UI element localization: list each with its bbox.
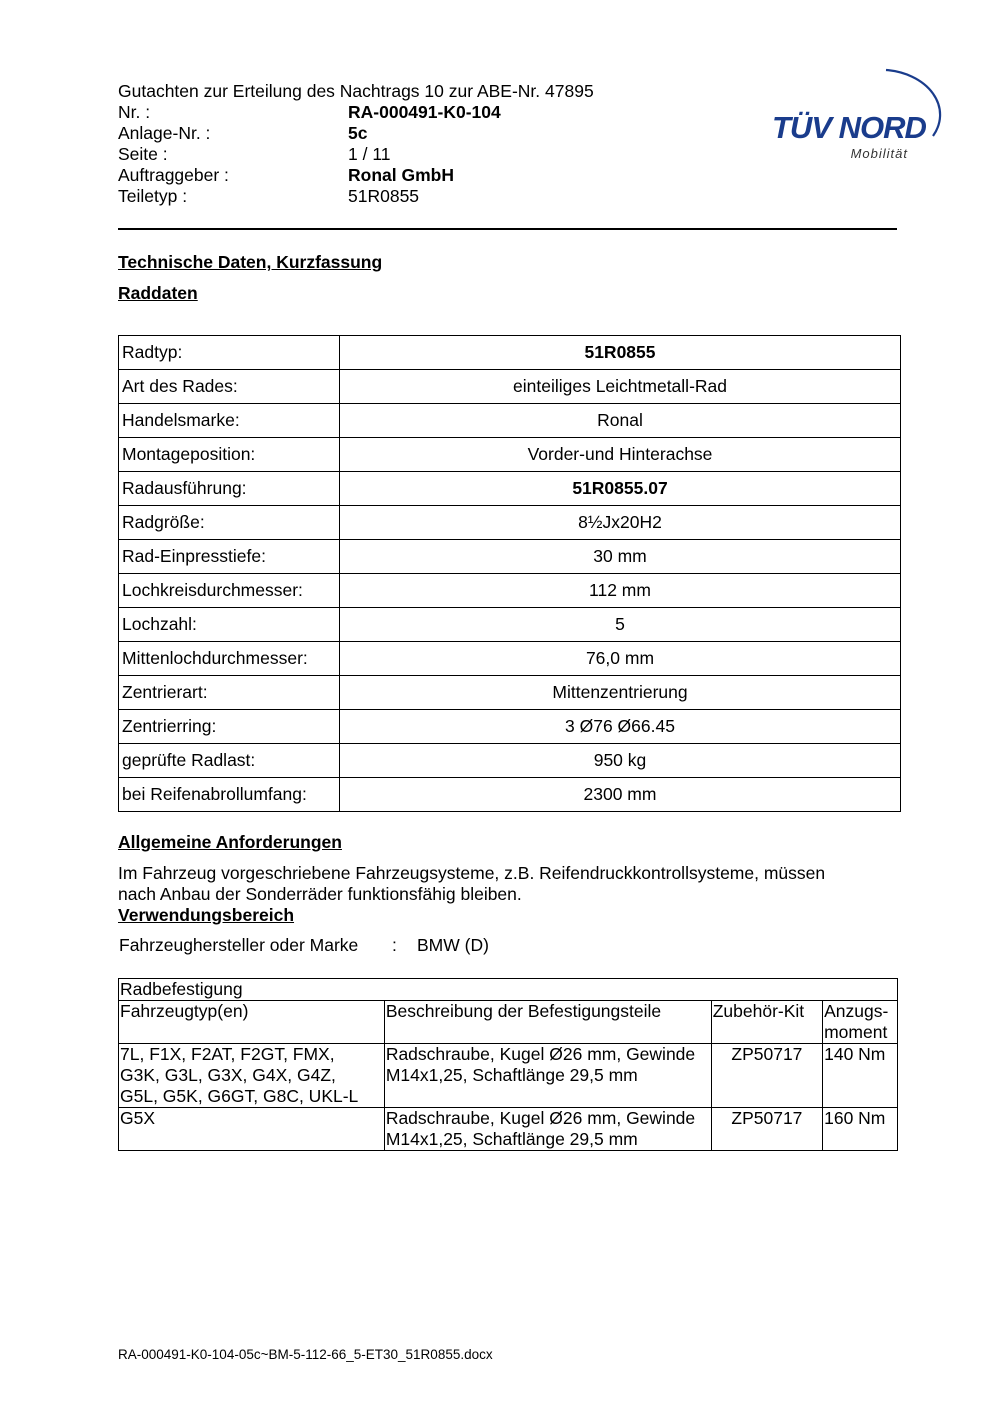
section-raddaten-heading: Raddaten <box>118 283 198 303</box>
table-row <box>119 404 901 438</box>
wheel-data-table <box>118 335 901 812</box>
wheel-row-label: Lochkreisdurchmesser: <box>119 574 340 608</box>
header-row-label: Anlage-Nr. : <box>118 123 211 143</box>
hersteller-value: BMW (D) <box>417 935 489 955</box>
wheel-row-value: 8½Jx20H2 <box>340 506 901 540</box>
wheel-row-label: Radgröße: <box>119 506 340 540</box>
wheel-row-label: Radtyp: <box>119 336 340 370</box>
document-title: Gutachten zur Erteilung des Nachtrags 10 zur ABE-Nr. 47895 <box>118 81 594 101</box>
mounting-header-cell: Anzugs- moment <box>823 1001 898 1044</box>
document-header <box>118 81 718 207</box>
wheel-row-label: Zentrierring: <box>119 710 340 744</box>
table-row <box>119 574 901 608</box>
wheel-row-label: Radausführung: <box>119 472 340 506</box>
header-row-label: Teiletyp : <box>118 186 188 206</box>
wheel-row-label: Mittenlochdurchmesser: <box>119 642 340 676</box>
mounting-cell-kit: ZP50717 <box>711 1044 822 1108</box>
header-row <box>118 165 718 186</box>
wheel-row-label: Art des Rades: <box>119 370 340 404</box>
table-row <box>119 744 901 778</box>
allgemein-text-line-1: Im Fahrzeug vorgeschriebene Fahrzeugsysteme, z.B. Reifendruckkontrollsysteme, müssen <box>118 863 826 883</box>
wheel-row-value: 112 mm <box>340 574 901 608</box>
wheel-row-value: 2300 mm <box>340 778 901 812</box>
table-row <box>119 710 901 744</box>
mounting-cell-desc: Radschraube, Kugel Ø26 mm, Gewinde M14x1,25, Schaftlänge 29,5 mm <box>384 1044 711 1108</box>
logo-arc-icon <box>768 58 948 168</box>
mounting-header-cell: Beschreibung der Befestigungsteile <box>384 1001 711 1044</box>
header-row <box>118 102 718 123</box>
section-allgemein-heading: Allgemeine Anforderungen <box>118 832 342 852</box>
wheel-row-label: Rad-Einpresstiefe: <box>119 540 340 574</box>
header-row <box>118 123 718 144</box>
wheel-row-value: Ronal <box>340 404 901 438</box>
table-row <box>119 608 901 642</box>
allgemein-text-line-2: nach Anbau der Sonderräder funktionsfähig bleiben. <box>118 884 522 904</box>
wheel-row-label: Handelsmarke: <box>119 404 340 438</box>
header-divider <box>118 228 897 230</box>
section-verwendung-heading: Verwendungsbereich <box>118 905 295 925</box>
hersteller-label: Fahrzeughersteller oder Marke <box>119 935 359 955</box>
table-row <box>119 676 901 710</box>
mounting-table <box>118 978 898 1151</box>
header-row-label: Auftraggeber : <box>118 165 229 185</box>
wheel-row-label: bei Reifenabrollumfang: <box>119 778 340 812</box>
mounting-caption: Radbefestigung <box>119 979 898 1001</box>
header-row-value: 1 / 11 <box>348 144 391 164</box>
header-row-value: Ronal GmbH <box>348 165 454 185</box>
wheel-row-value: 3 Ø76 Ø66.45 <box>340 710 901 744</box>
mounting-cell-types: 7L, F1X, F2AT, F2GT, FMX, G3K, G3L, G3X, G4X, G4Z, G5L, G5K, G6GT, G8C, UKL-L <box>119 1044 385 1108</box>
footer-filename: RA-000491-K0-104-05c~BM-5-112-66_5-ET30_51R0855.docx <box>118 1347 493 1362</box>
table-row <box>119 506 901 540</box>
header-row-label: Nr. : <box>118 102 151 122</box>
wheel-row-value: 30 mm <box>340 540 901 574</box>
table-row <box>119 472 901 506</box>
mounting-cell-desc: Radschraube, Kugel Ø26 mm, Gewinde M14x1,25, Schaftlänge 29,5 mm <box>384 1108 711 1151</box>
table-row <box>119 642 901 676</box>
wheel-row-label: Lochzahl: <box>119 608 340 642</box>
wheel-row-value: Vorder-und Hinterachse <box>340 438 901 472</box>
mounting-header-cell: Zubehör-Kit <box>711 1001 822 1044</box>
table-row <box>119 438 901 472</box>
logo-brand: TÜV NORD <box>772 110 926 145</box>
wheel-row-value: Mittenzentrierung <box>340 676 901 710</box>
header-row <box>118 186 718 207</box>
header-row-label: Seite : <box>118 144 168 164</box>
wheel-row-value: 51R0855.07 <box>340 472 901 506</box>
table-row <box>119 1044 898 1108</box>
header-row-value: 5c <box>348 123 368 143</box>
wheel-row-value: 51R0855 <box>340 336 901 370</box>
wheel-row-label: geprüfte Radlast: <box>119 744 340 778</box>
wheel-row-value: 76,0 mm <box>340 642 901 676</box>
tuv-nord-logo <box>768 58 948 168</box>
table-row <box>119 540 901 574</box>
wheel-row-label: Zentrierart: <box>119 676 340 710</box>
header-row <box>118 144 718 165</box>
wheel-row-value: einteiliges Leichtmetall-Rad <box>340 370 901 404</box>
wheel-row-label: Montageposition: <box>119 438 340 472</box>
mounting-header-cell: Fahrzeugtyp(en) <box>119 1001 385 1044</box>
wheel-row-value: 5 <box>340 608 901 642</box>
table-row <box>119 778 901 812</box>
mounting-cell-torque: 140 Nm <box>823 1044 898 1108</box>
mounting-cell-torque: 160 Nm <box>823 1108 898 1151</box>
hersteller-separator: : <box>392 935 397 955</box>
table-row <box>119 336 901 370</box>
header-rows <box>118 102 718 207</box>
allgemein-text <box>118 863 825 905</box>
table-row <box>119 370 901 404</box>
section-tech-heading: Technische Daten, Kurzfassung <box>118 252 383 272</box>
mounting-cell-types: G5X <box>119 1108 385 1151</box>
logo-sub: Mobilität <box>850 146 908 161</box>
header-row-value: RA-000491-K0-104 <box>348 102 501 122</box>
wheel-row-value: 950 kg <box>340 744 901 778</box>
mounting-cell-kit: ZP50717 <box>711 1108 822 1151</box>
header-row-value: 51R0855 <box>348 186 420 206</box>
table-row <box>119 1108 898 1151</box>
